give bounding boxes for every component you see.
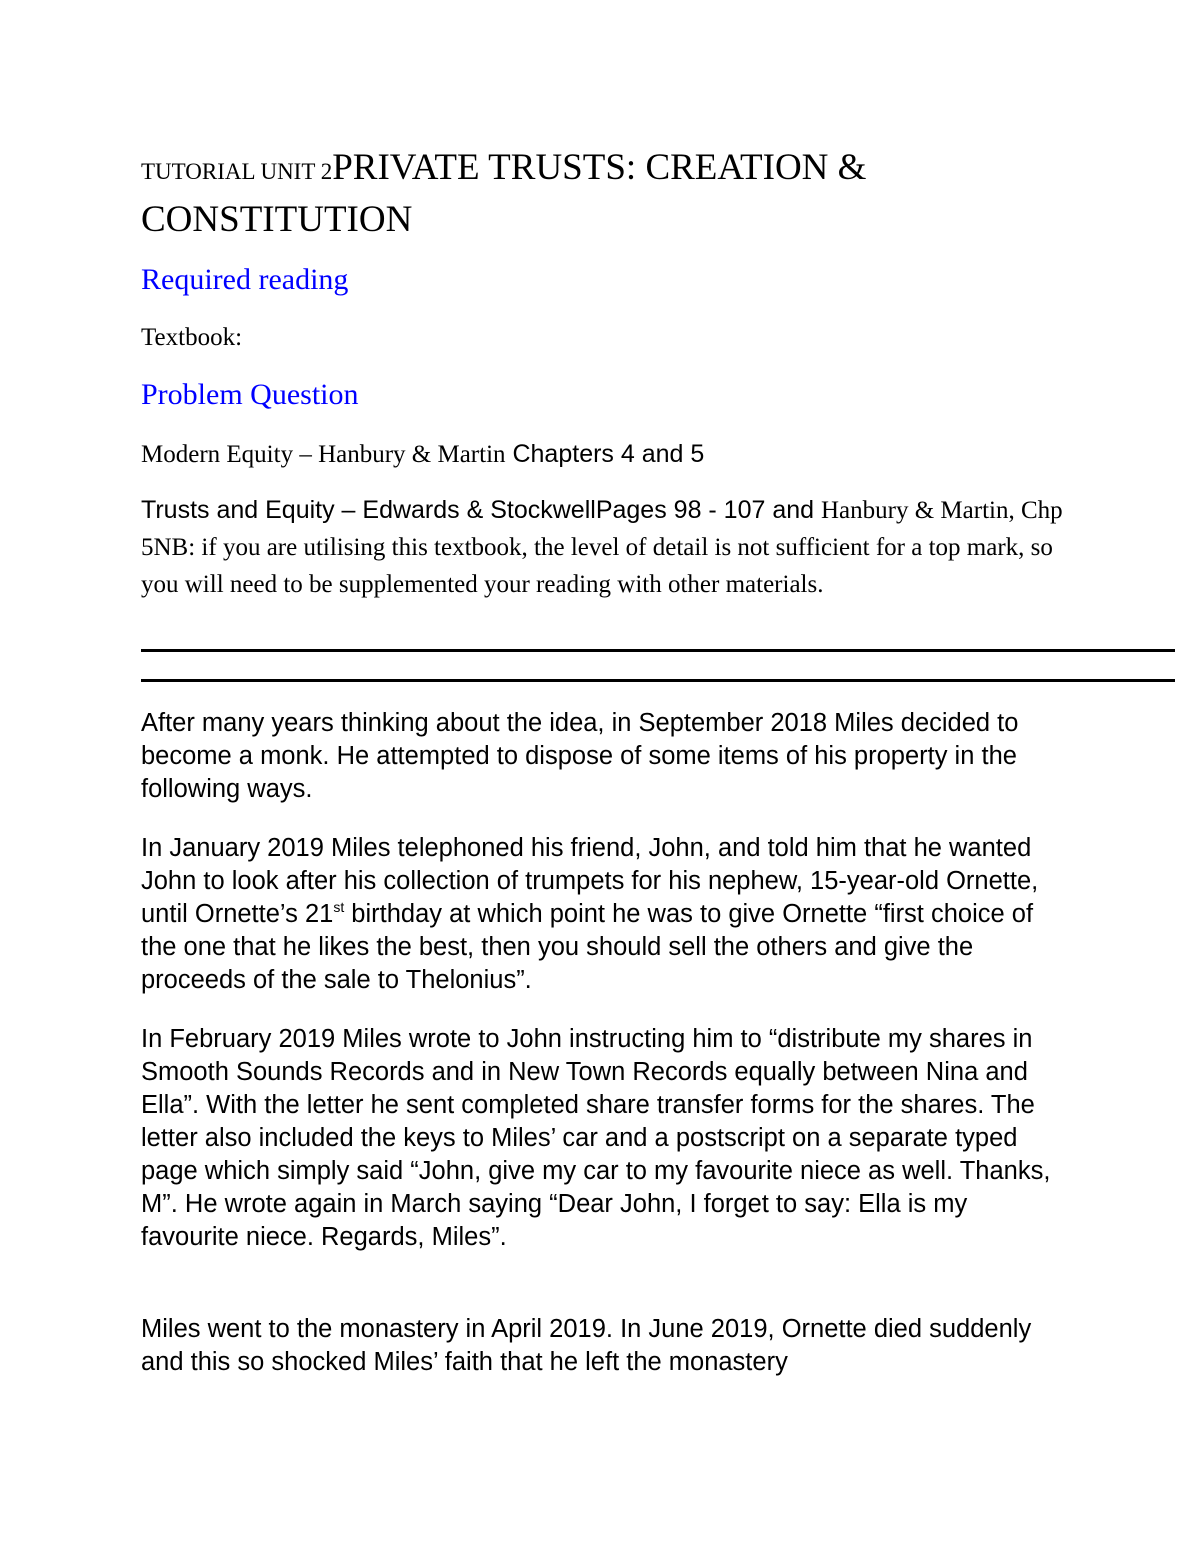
title-main: PRIVATE TRUSTS: CREATION & CONSTITUTION (141, 147, 867, 240)
unit-label: TUTORIAL UNIT 2 (141, 159, 333, 184)
problem-paragraph-2 (141, 832, 1071, 997)
problem-question-heading: Problem Question (141, 378, 359, 411)
trusts-equity-title: Trusts and Equity – Edwards & Stockwell (141, 496, 596, 524)
textbook-label: Textbook: (141, 324, 243, 351)
p2-text-after: birthday at which point he was to give Ornette “first choice of the one that he likes the best, then you should sell the others and give the proceeds of the sale to Thelonius”. (141, 900, 1034, 994)
divider-top (141, 649, 1175, 652)
required-reading-heading: Required reading (141, 263, 349, 296)
textbook-note: NB: if you are utilising this textbook, the level of detail is not sufficient for a top mark, so you will need to be supplemented your reading with other materials. (141, 534, 1053, 598)
problem-paragraph-3: In February 2019 Miles wrote to John instructing him to “distribute my shares in Smooth Sounds Records and in New Town Records equally between Nina and Ella”. With the letter he sent completed share transfer forms for the shares. The letter also included the keys to Miles’ car and a postscript on a separate typed page which simply said “John, give my car to my favourite niece as well. Thanks, M”. He wrote again in March saying “Dear John, I forget to say: Ella is my favourite niece. Regards, Miles”. (141, 1025, 1051, 1251)
p2-text-before: In January 2019 Miles telephoned his friend, John, and told him that he wanted John to look after his collection of trumpets for his nephew, 15-year-old Ornette, until Ornette’s 21 (141, 834, 1039, 928)
ordinal-suffix: st (333, 899, 345, 915)
divider-bottom (141, 679, 1175, 682)
hanbury-chapter-ref: Hanbury & Martin, Chp 5 (141, 497, 1063, 561)
problem-paragraph-4: Miles went to the monastery in April 2019. In June 2019, Ornette died suddenly and this so shocked Miles’ faith that he left the monastery (141, 1315, 1032, 1376)
page-title (141, 144, 1041, 244)
problem-paragraph-1: After many years thinking about the idea, in September 2018 Miles decided to become a monk. He attempted to dispose of some items of his property in the following ways. (141, 709, 1019, 803)
trusts-equity-pages: Pages 98 - 107 and (595, 496, 821, 524)
trusts-equity-reference (141, 493, 1071, 605)
modern-equity-reference (141, 437, 704, 472)
modern-equity-title: Modern Equity – Hanbury & Martin (141, 441, 506, 468)
modern-equity-pages: Chapters 4 and 5 (505, 440, 705, 468)
